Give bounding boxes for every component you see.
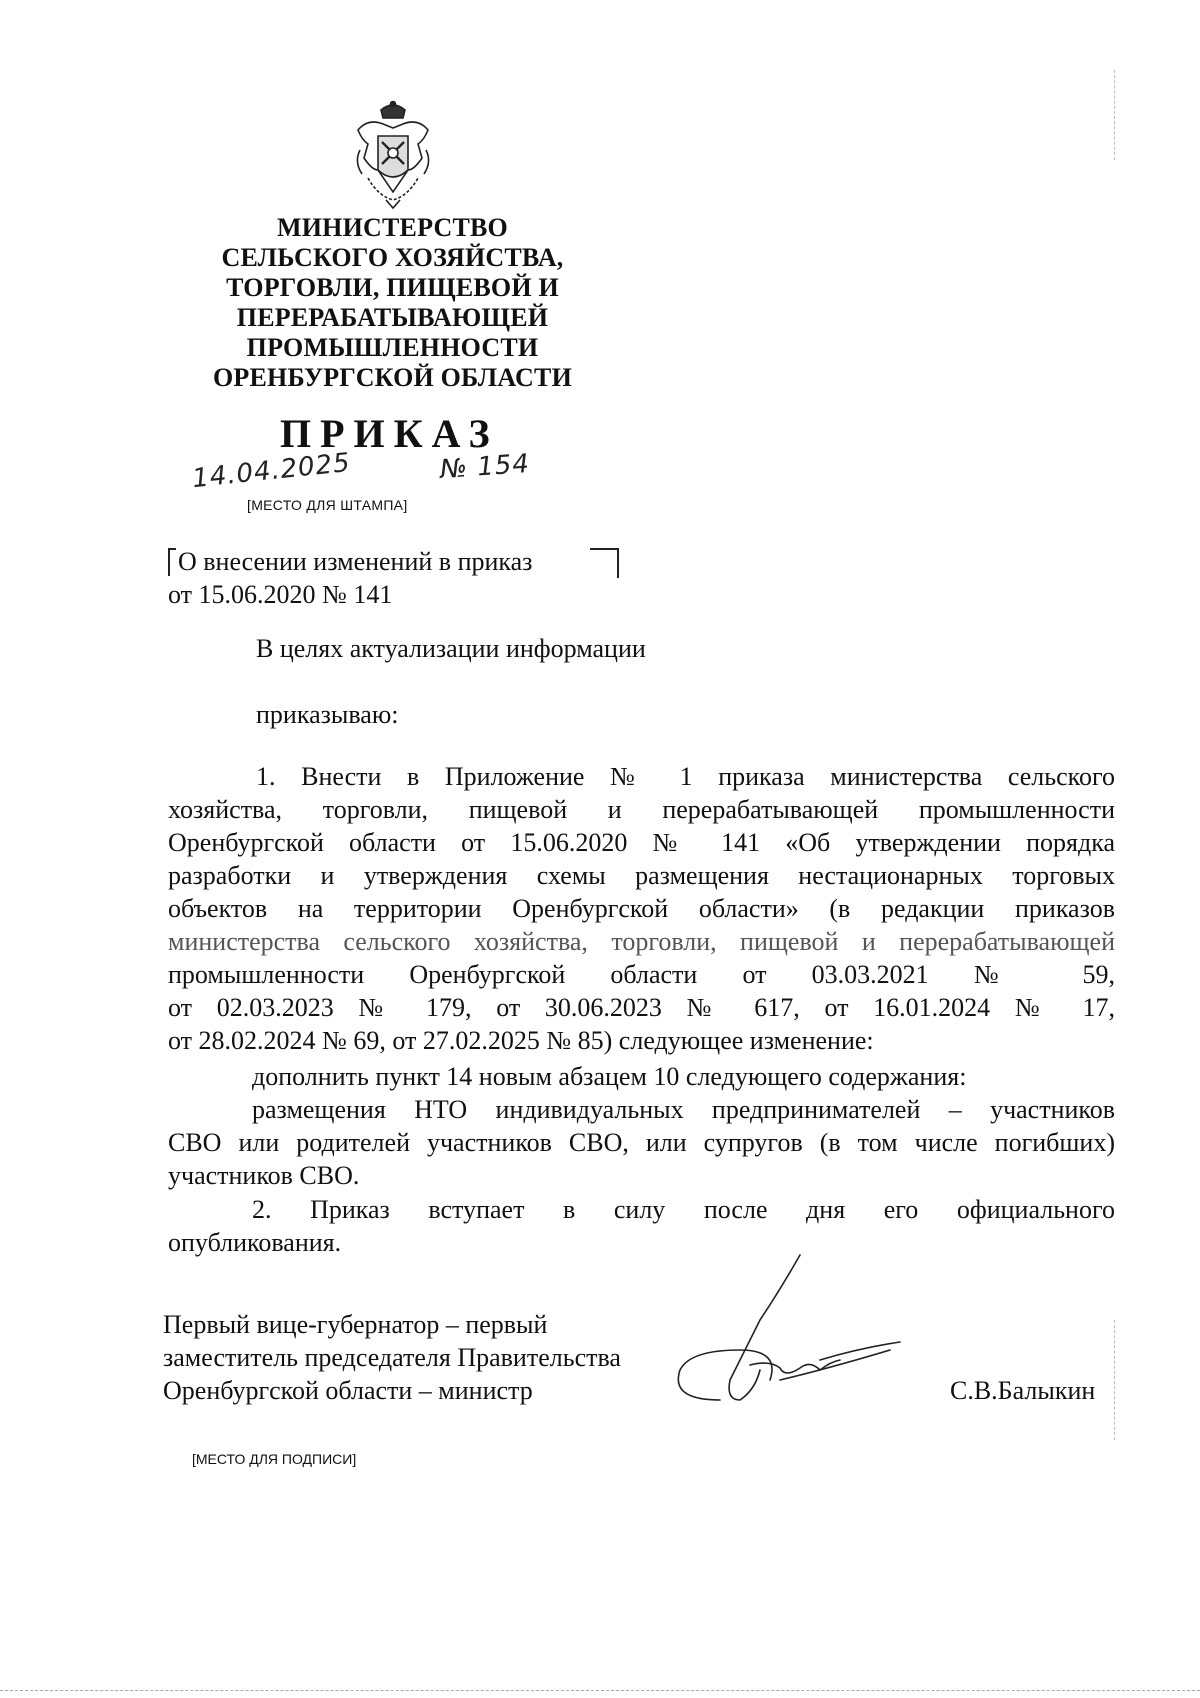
ministry-line: МИНИСТЕРСТВО: [277, 213, 508, 242]
addition-intro: дополнить пункт 14 новым абзацем 10 следующего содержания:: [252, 1062, 967, 1091]
item-1: [168, 760, 1115, 1057]
ministry-line: ТОРГОВЛИ, ПИЩЕВОЙ И: [226, 273, 559, 302]
item-1-line: разработки и утверждения схемы размещения нестационарных торговых: [168, 861, 1115, 890]
handwritten-number: № 154: [439, 448, 531, 486]
item-1-line: от 28.02.2024 № 69, от 27.02.2025 № 85) следующее изменение:: [168, 1026, 874, 1055]
subject-line: от 15.06.2020 № 141: [168, 580, 393, 609]
item-1-line: министерства сельского хозяйства, торговли, пищевой и перерабатывающей: [168, 927, 1115, 956]
subject-line: О внесении изменений в приказ: [178, 547, 533, 576]
item-1-line: Оренбургской области от 15.06.2020 № 141 «Об утверждении порядка: [168, 828, 1115, 857]
signatory-position: [163, 1308, 621, 1407]
signatory-name: С.В.Балыкин: [950, 1376, 1096, 1405]
scan-bottom-edge: [0, 1690, 1200, 1691]
subject-block: [168, 545, 532, 611]
item-1-line: объектов на территории Оренбургской области» (в редакции приказов: [168, 894, 1115, 923]
scan-margin-mark: [1114, 1320, 1116, 1440]
addition-text: [168, 1093, 1115, 1192]
ministry-line: СЕЛЬСКОГО ХОЗЯЙСТВА,: [221, 243, 564, 272]
item-1-line: промышленности Оренбургской области от 03.03.2021 № 59,: [168, 960, 1115, 989]
ministry-line: ПРОМЫШЛЕННОСТИ: [246, 333, 539, 362]
item-2-line: 2. Приказ вступает в силу после дня его официального: [252, 1195, 1115, 1224]
subject-bracket-right: [590, 548, 619, 578]
item-2: [168, 1193, 1115, 1259]
addition-line: участников СВО.: [168, 1161, 360, 1190]
item-1-line: 1. Внести в Приложение № 1 приказа министерства сельского: [256, 762, 1115, 791]
ministry-line: ОРЕНБУРГСКОЙ ОБЛАСТИ: [213, 363, 572, 392]
order-word: приказываю:: [256, 700, 399, 729]
preamble: В целях актуализации информации: [256, 634, 646, 663]
scan-margin-mark: [1114, 70, 1116, 160]
coat-of-arms-icon: [348, 100, 438, 210]
signature-placeholder: [МЕСТО ДЛЯ ПОДПИСИ]: [192, 1451, 357, 1467]
item-1-line: хозяйства, торговли, пищевой и перерабатывающей промышленности: [168, 795, 1115, 824]
handwritten-signature: [660, 1250, 920, 1420]
handwritten-date: 14.04.2025: [190, 447, 353, 495]
stamp-placeholder: [МЕСТО ДЛЯ ШТАМПА]: [247, 497, 408, 513]
addition-line: размещения НТО индивидуальных предпринимателей – участников: [252, 1095, 1115, 1124]
ministry-name: [200, 213, 585, 393]
position-line: заместитель председателя Правительства: [163, 1343, 621, 1372]
ministry-line: ПЕРЕРАБАТЫВАЮЩЕЙ: [236, 303, 549, 332]
item-2-line: опубликования.: [168, 1228, 342, 1257]
position-line: Оренбургской области – министр: [163, 1376, 533, 1405]
document-type-title: ПРИКАЗ: [280, 411, 499, 456]
item-1-line: от 02.03.2023 № 179, от 30.06.2023 № 617, от 16.01.2024 № 17,: [168, 993, 1115, 1022]
position-line: Первый вице-губернатор – первый: [163, 1310, 548, 1339]
addition-line: СВО или родителей участников СВО, или супругов (в том числе погибших): [168, 1128, 1115, 1157]
